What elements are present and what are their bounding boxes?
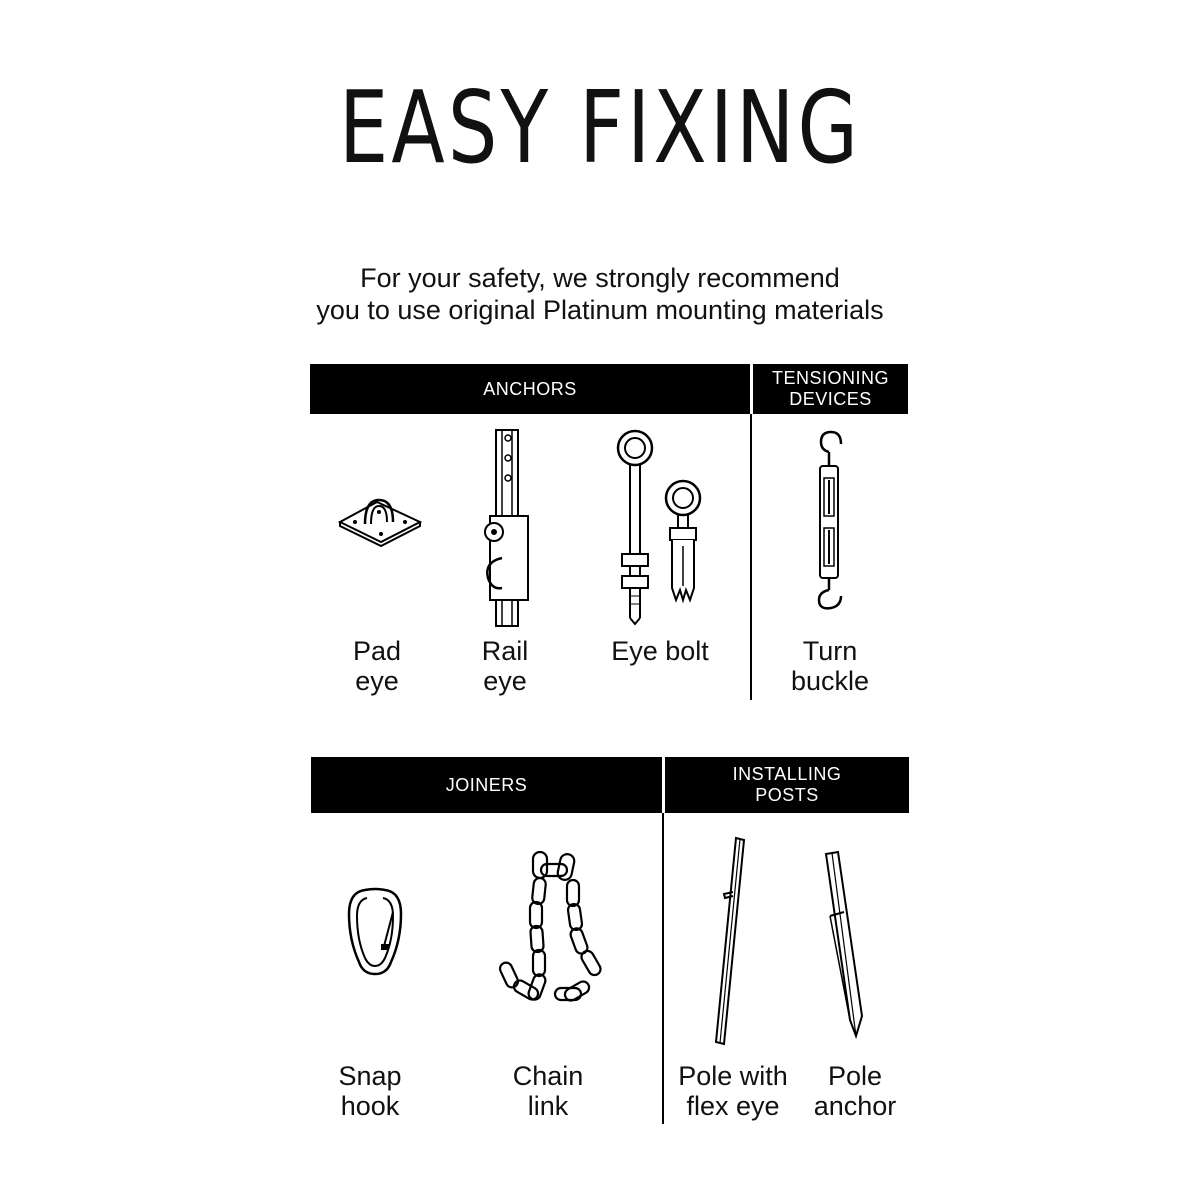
pole-anchor-label bbox=[805, 1061, 905, 1121]
pole-icon bbox=[712, 836, 752, 1046]
chain-icon bbox=[495, 850, 610, 1015]
chain-link-label-line-2: link bbox=[527, 1091, 569, 1121]
turnbuckle-icon bbox=[805, 428, 855, 613]
section-divider-bottom bbox=[662, 813, 664, 1124]
joiners-header-label: JOINERS bbox=[445, 774, 528, 795]
snap-hook-icon bbox=[345, 884, 405, 979]
anchors-header-label: ANCHORS bbox=[483, 378, 577, 399]
posts-header-line-2: POSTS bbox=[755, 785, 819, 805]
anchors-header bbox=[310, 364, 750, 414]
eye-bolt-label-line-1: Eye bolt bbox=[611, 636, 709, 666]
pad-eye-icon bbox=[335, 490, 425, 550]
chain-link-label bbox=[498, 1061, 598, 1121]
snap-hook-label bbox=[320, 1061, 420, 1121]
page-title: EASY FIXING bbox=[338, 69, 862, 186]
safety-note-line-2: you to use original Platinum mounting materials bbox=[316, 295, 884, 325]
chain-link-label-line-1: Chain bbox=[512, 1061, 584, 1091]
pole-anchor-icon bbox=[820, 850, 870, 1040]
pole-anchor-label-line-2: anchor bbox=[813, 1091, 897, 1121]
turn-buckle-label-line-2: buckle bbox=[790, 666, 870, 696]
turn-buckle-label bbox=[770, 636, 890, 696]
tensioning-devices-header bbox=[753, 364, 908, 414]
safety-note bbox=[0, 262, 1200, 326]
pole-flex-eye-label bbox=[668, 1061, 798, 1121]
pad-eye-label-line-1: Pad bbox=[352, 636, 402, 666]
rail-eye-label-line-1: Rail bbox=[481, 636, 529, 666]
snap-hook-label-line-1: Snap bbox=[338, 1061, 402, 1091]
rail-eye-icon bbox=[480, 428, 535, 628]
eye-bolt-icon bbox=[605, 428, 715, 628]
safety-note-line-1: For your safety, we strongly recommend bbox=[360, 263, 840, 293]
installing-posts-header bbox=[665, 757, 909, 813]
snap-hook-label-line-2: hook bbox=[340, 1091, 400, 1121]
tensioning-header-line-1: TENSIONING bbox=[771, 368, 889, 388]
posts-header-line-1: INSTALLING bbox=[732, 764, 842, 784]
tensioning-header-line-2: DEVICES bbox=[789, 389, 872, 409]
turn-buckle-label-line-1: Turn bbox=[802, 636, 858, 666]
pad-eye-label-line-2: eye bbox=[355, 666, 399, 696]
pole-flex-eye-label-line-2: flex eye bbox=[686, 1091, 780, 1121]
pad-eye-label bbox=[327, 636, 427, 696]
eye-bolt-label bbox=[595, 636, 725, 666]
joiners-header bbox=[311, 757, 662, 813]
pole-flex-eye-label-line-1: Pole with bbox=[678, 1061, 788, 1091]
section-divider-top bbox=[750, 414, 752, 700]
pole-anchor-label-line-1: Pole bbox=[827, 1061, 883, 1091]
rail-eye-label-line-2: eye bbox=[483, 666, 527, 696]
rail-eye-label bbox=[455, 636, 555, 696]
